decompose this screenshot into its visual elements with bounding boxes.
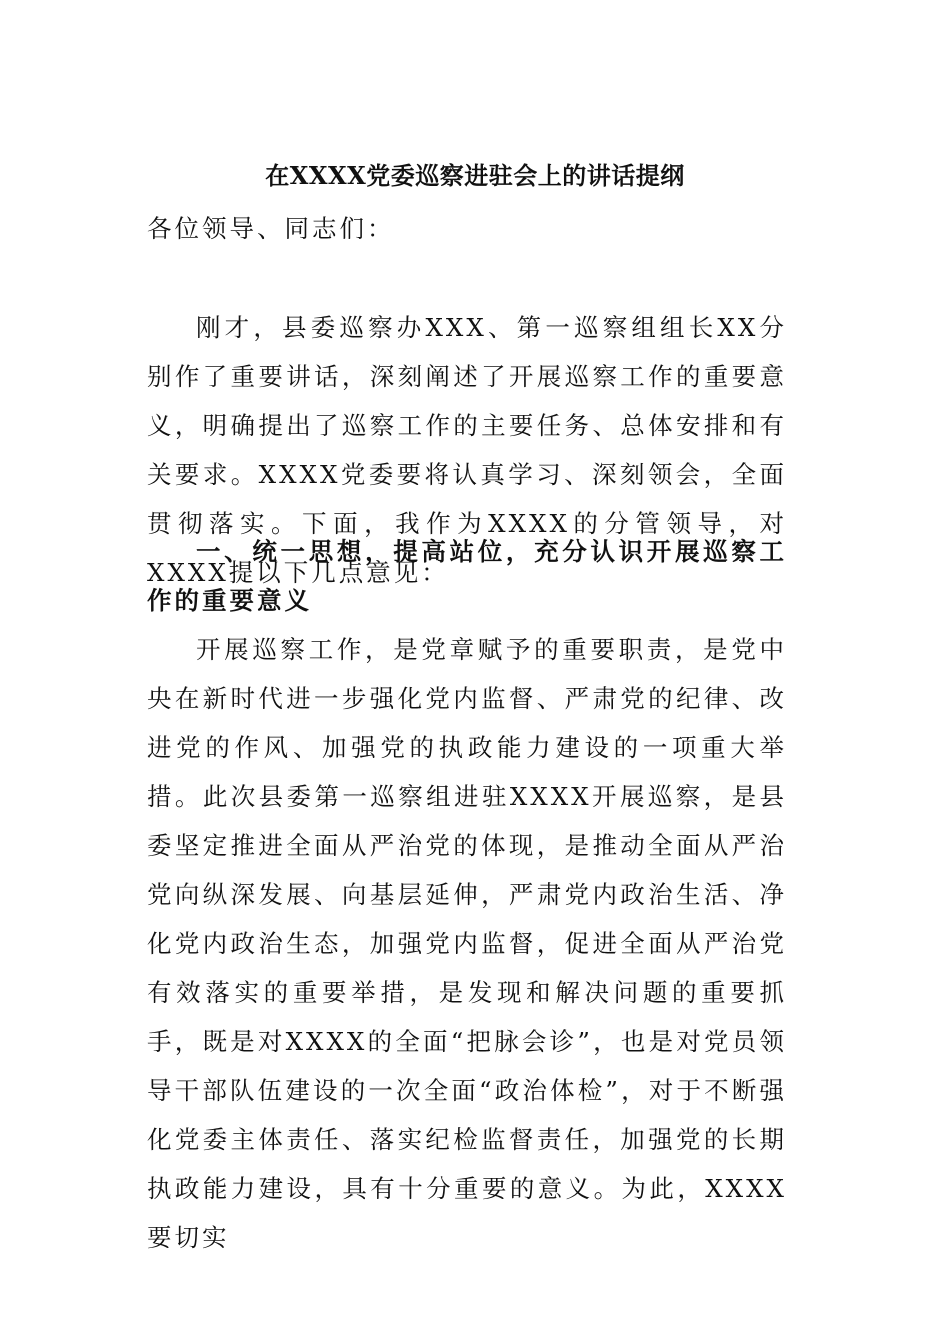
greeting-line: 各位领导、同志们：: [147, 214, 395, 243]
paragraph-intro: 刚才，县委巡察办XXX、第一巡察组组长XX分别作了重要讲话，深刻阐述了开展巡察工作的重要意义，明确提出了巡察工作的主要任务、总体安排和有关要求。XXXX党委要将认真学习、深刻领会，全面贯彻落实。下面，我作为XXXX的分管领导，对XXXX提以下几点意见：: [147, 313, 787, 587]
document-title: 在XXXX党委巡察进驻会上的讲话提纲: [265, 161, 685, 190]
paragraph-section-1: 开展巡察工作，是党章赋予的重要职责，是党中央在新时代进一步强化党内监督、严肃党的纪律、改进党的作风、加强党的执政能力建设的一项重大举措。此次县委第一巡察组进驻XXXX开展巡察，是县委坚定推进全面从严治党的体现，是推动全面从严治党向纵深发展、向基层延伸，严肃党内政治生活、净化党内政治生态，加强党内监督，促进全面从严治党有效落实的重要举措，是发现和解决问题的重要抓手，既是对XXXX的全面“把脉会诊”，也是对党员领导干部队伍建设的一次全面“政治体检”，对于不断强化党委主体责任、落实纪检监督责任，加强党的长期执政能力建设，具有十分重要的意义。为此，XXXX要切实: [147, 635, 787, 1252]
section-heading-1: 一、统一思想，提高站位，充分认识开展巡察工作的重要意义: [147, 537, 787, 615]
